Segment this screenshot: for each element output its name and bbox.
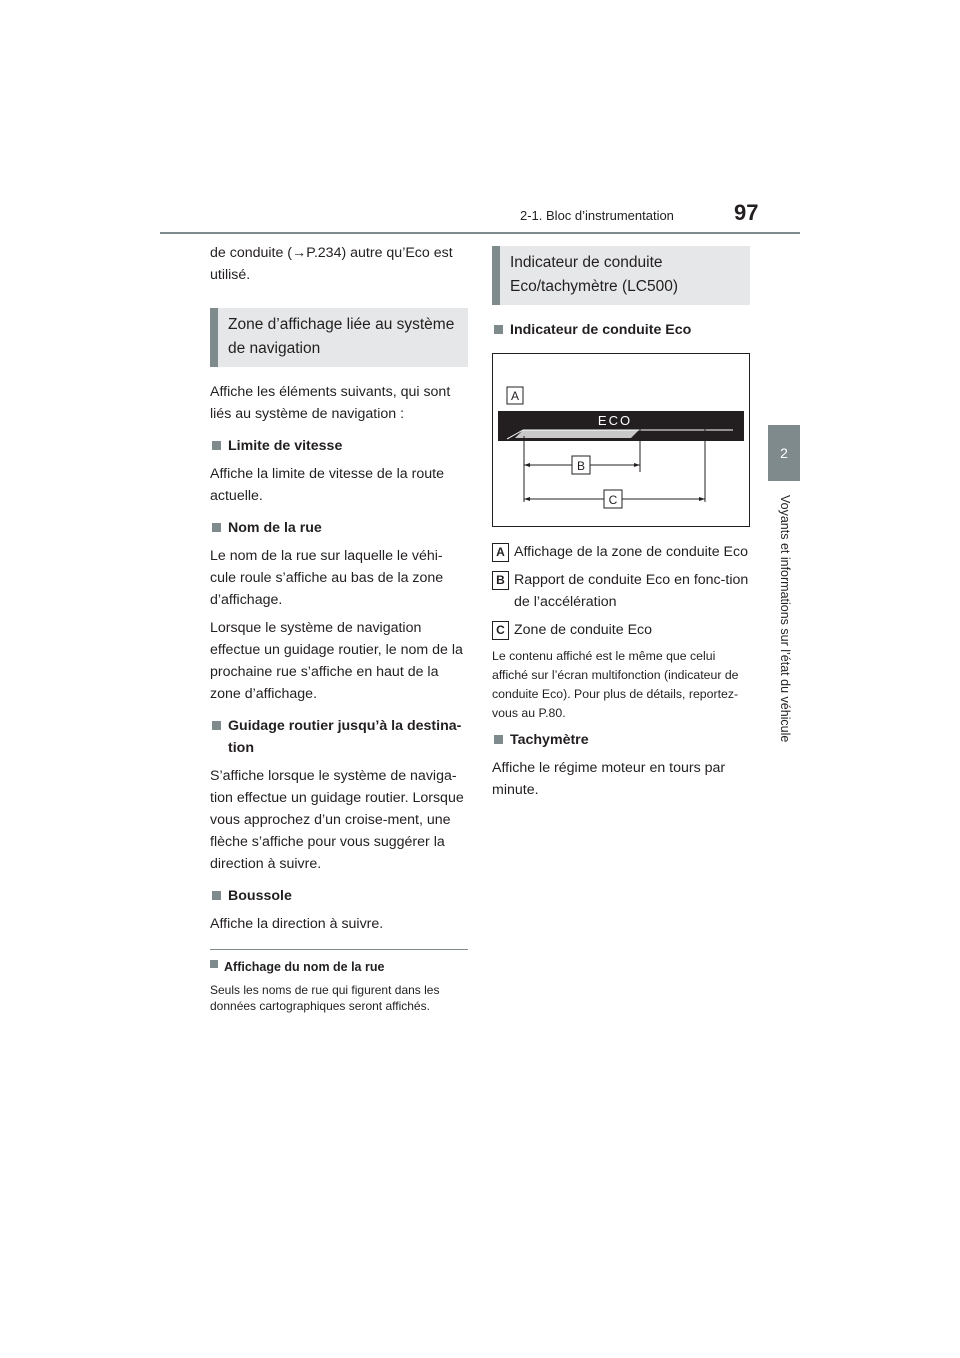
label-a: A bbox=[510, 389, 520, 403]
label-badge-c: C bbox=[492, 621, 509, 640]
eco-note: Le contenu affiché est le même que celui affiché sur l’écran multifonction (indicateur de conduite Eco). Pour plus de détails, reportez-vous au P.80. bbox=[492, 649, 739, 720]
eco-indicator-title: Indicateur de conduite Eco bbox=[492, 319, 750, 341]
label-badge-b: B bbox=[492, 571, 509, 590]
item-text: Affiche la direction à suivre. bbox=[210, 916, 384, 932]
bullet-square-icon bbox=[212, 523, 221, 532]
bullet-square-icon bbox=[210, 960, 218, 968]
eco-bar-fill bbox=[515, 430, 639, 438]
page-number: 97 bbox=[734, 200, 759, 225]
label-item-c: C Zone de conduite Eco bbox=[492, 619, 750, 641]
bullet-square-icon bbox=[494, 735, 503, 744]
eco-diagram bbox=[493, 354, 749, 526]
label-b: B bbox=[576, 459, 586, 473]
bullet-square-icon bbox=[212, 721, 221, 730]
chapter-tab: 2 bbox=[768, 425, 800, 481]
chapter-title: Voyants et informations sur l’état du véhicule bbox=[778, 495, 792, 743]
item-title-compass: Boussole bbox=[210, 885, 468, 907]
note-title: Affichage du nom de la rue bbox=[210, 956, 468, 978]
note-divider bbox=[210, 949, 468, 950]
item-text: Le nom de la rue sur laquelle le véhi-cule roule s’affiche au bas de la zone d’affichage. bbox=[210, 548, 444, 608]
tachometer-text: Affiche le régime moteur en tours par minute. bbox=[492, 760, 726, 798]
tachometer-title: Tachymètre bbox=[492, 729, 750, 751]
label-item-a: A Affichage de la zone de conduite Eco bbox=[492, 541, 750, 563]
label-badge-a: A bbox=[492, 543, 509, 562]
bullet-square-icon bbox=[494, 325, 503, 334]
eco-indicator-figure bbox=[492, 353, 750, 527]
section-heading-navigation: Zone d’affichage liée au système de navigation bbox=[210, 308, 468, 367]
item-text: Affiche la limite de vitesse de la route actuelle. bbox=[210, 466, 444, 504]
item-title-speed-limit: Limite de vitesse bbox=[210, 435, 468, 457]
note-text: Seuls les noms de rue qui figurent dans les données cartographiques seront affichés. bbox=[210, 983, 440, 1013]
label-item-b: B Rapport de conduite Eco en fonc-tion de l’accélération bbox=[492, 569, 750, 613]
bullet-square-icon bbox=[212, 891, 221, 900]
header-rule bbox=[160, 232, 800, 234]
eco-bar-label: ECO bbox=[597, 413, 633, 428]
bullet-square-icon bbox=[212, 441, 221, 450]
item-text: S’affiche lorsque le système de naviga-tion effectue un guidage routier. Lorsque vous approchez d’un croise-ment, une flèche s’affiche pour vous suggérer la direction à suivre. bbox=[210, 768, 464, 872]
item-title-street-name: Nom de la rue bbox=[210, 517, 468, 539]
item-text: Lorsque le système de navigation effectue un guidage routier, le nom de la prochaine rue s’affiche en haut de la zone d’affichage. bbox=[210, 620, 463, 702]
left-column bbox=[210, 242, 468, 1014]
section-title: 2-1. Bloc d’instrumentation bbox=[520, 208, 674, 223]
lead-text: Affiche les éléments suivants, qui sont liés au système de navigation : bbox=[210, 384, 451, 422]
right-column bbox=[492, 246, 750, 807]
section-heading-eco: Indicateur de conduite Eco/tachymètre (LC500) bbox=[492, 246, 750, 305]
intro-text: de conduite (→P.234) autre qu’Eco est utilisé. bbox=[210, 245, 453, 283]
item-title-route-guidance: Guidage routier jusqu’à la destina-tion bbox=[210, 715, 468, 759]
label-c: C bbox=[608, 493, 618, 507]
